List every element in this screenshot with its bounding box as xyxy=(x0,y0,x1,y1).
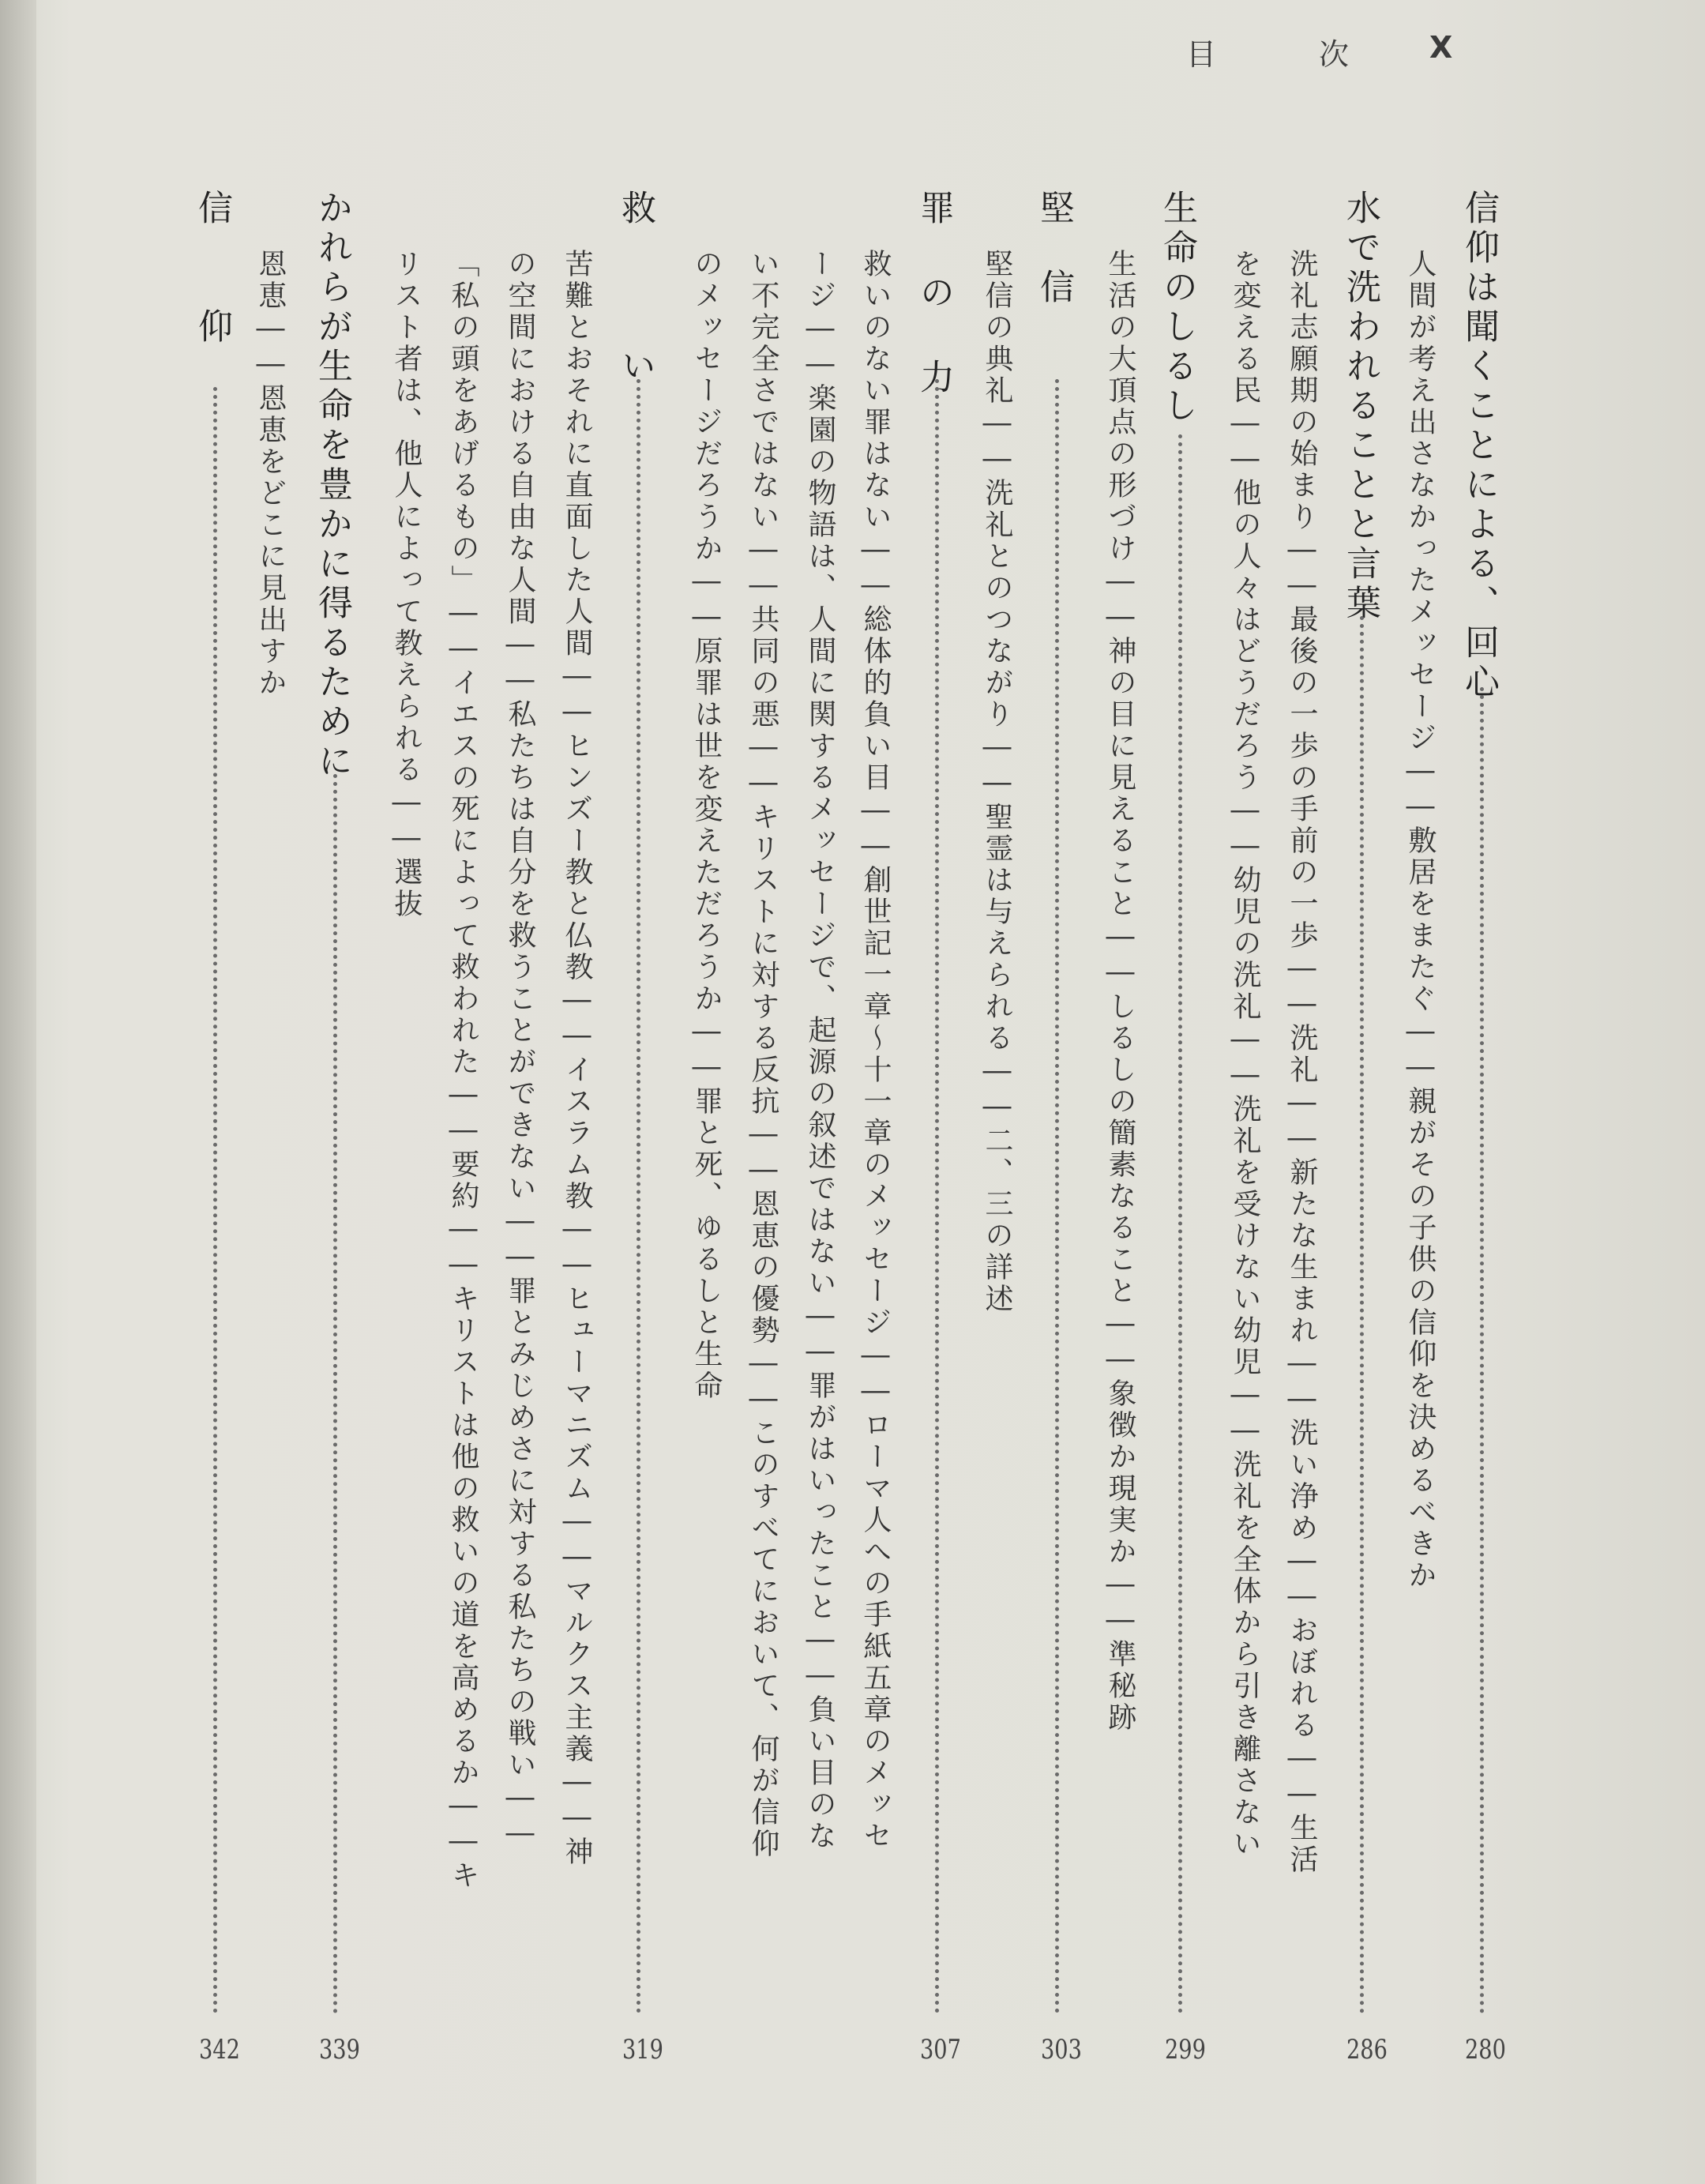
chapter-subtopics: を変える民――他の人々はどうだろう――幼児の洗礼――洗礼を受けない幼児――洗礼を全体から引き離さない xyxy=(1229,249,1261,1860)
header-mokuji-1: 目 xyxy=(1186,37,1219,72)
header-mokuji-2: 次 xyxy=(1319,37,1351,72)
chapter-subtopics: ージ――楽園の物語は、人間に関するメッセージで、起源の叙述ではない――罪がはいったこと――負い目のな xyxy=(804,249,836,1852)
leader-dots xyxy=(1178,434,1182,2014)
chapter-title: 信 仰 xyxy=(192,190,232,348)
chapter-subtopics: 人間が考え出さなかったメッセージ――敷居をまたぐ――親がその子供の信仰を決めるべきか xyxy=(1404,249,1436,1592)
page-number: 319 xyxy=(622,2034,663,2066)
leader-dots xyxy=(935,379,939,2014)
chapter-title: 生命のしるし xyxy=(1157,190,1197,427)
chapter-subtopics: 「私の頭をあげるもの」――イエスの死によって救われた――要約――キリストは他の救いの道を高めるか――キ xyxy=(447,249,479,1892)
leader-dots xyxy=(213,387,217,2014)
leader-dots xyxy=(333,774,337,2014)
chapter-subtopics: 堅信の典礼――洗礼とのつながり――聖霊は与えられる――二、三の詳述 xyxy=(981,249,1013,1315)
chapter-title: かれらが生命を豊かに得るために xyxy=(312,190,352,782)
chapter-title: 罪 の 力 xyxy=(914,190,954,398)
page-number: 286 xyxy=(1346,2034,1388,2066)
chapter-subtopics: 洗礼志願期の始まり――最後の一歩の手前の一歩――洗礼――新たな生まれ――洗い浄め――おぼれる――生活 xyxy=(1286,249,1318,1876)
chapter-subtopics: 生活の大頂点の形づけ――神の目に見えること――しるしの簡素なること――象徴か現実か――準秘跡 xyxy=(1104,249,1136,1734)
leader-dots xyxy=(1360,616,1364,2014)
leader-dots xyxy=(637,379,640,2014)
chapter-subtopics: い不完全さではない――共同の悪――キリストに対する反抗――恩恵の優勢――このすべてにおいて、何が信仰 xyxy=(747,249,779,1860)
leader-dots xyxy=(1480,687,1484,2014)
leader-dots xyxy=(1055,379,1059,2014)
chapter-subtopics: の空間における自由な人間――私たちは自分を救うことができない――罪とみじめさに対する私たちの戦い―― xyxy=(504,249,536,1852)
chapter-title: 堅 信 xyxy=(1034,190,1074,308)
chapter-title: 救 い xyxy=(615,190,655,387)
page-number: 342 xyxy=(199,2034,240,2066)
chapter-title: 水で洗われることと言葉 xyxy=(1340,190,1380,624)
chapter-subtopics: のメッセージだろうか――原罪は世を変えただろうか――罪と死、ゆるしと生命 xyxy=(690,249,723,1402)
page-number: 299 xyxy=(1165,2034,1206,2066)
chapter-subtopics: リスト者は、他人によって教えられる――選抜 xyxy=(390,249,422,920)
chapter-subtopics: 恩恵――恩恵をどこに見出すか xyxy=(254,249,287,699)
page-number: 303 xyxy=(1041,2034,1082,2066)
chapter-subtopics: 救いのない罪はない――総体的負い目――創世記一章～十一章のメッセージ――ローマ人への手紙五章のメッセ xyxy=(859,249,892,1852)
page-number: 339 xyxy=(319,2034,360,2066)
page-number: 307 xyxy=(920,2034,961,2066)
chapter-subtopics: 苦難とおそれに直面した人間――ヒンズー教と仏教――イスラム教――ヒューマニズム――マルクス主義――神 xyxy=(561,249,593,1868)
header-page-number: X xyxy=(1429,30,1455,65)
page-number: 280 xyxy=(1465,2034,1506,2066)
chapter-title: 信仰は聞くことによる、回心 xyxy=(1459,190,1499,703)
